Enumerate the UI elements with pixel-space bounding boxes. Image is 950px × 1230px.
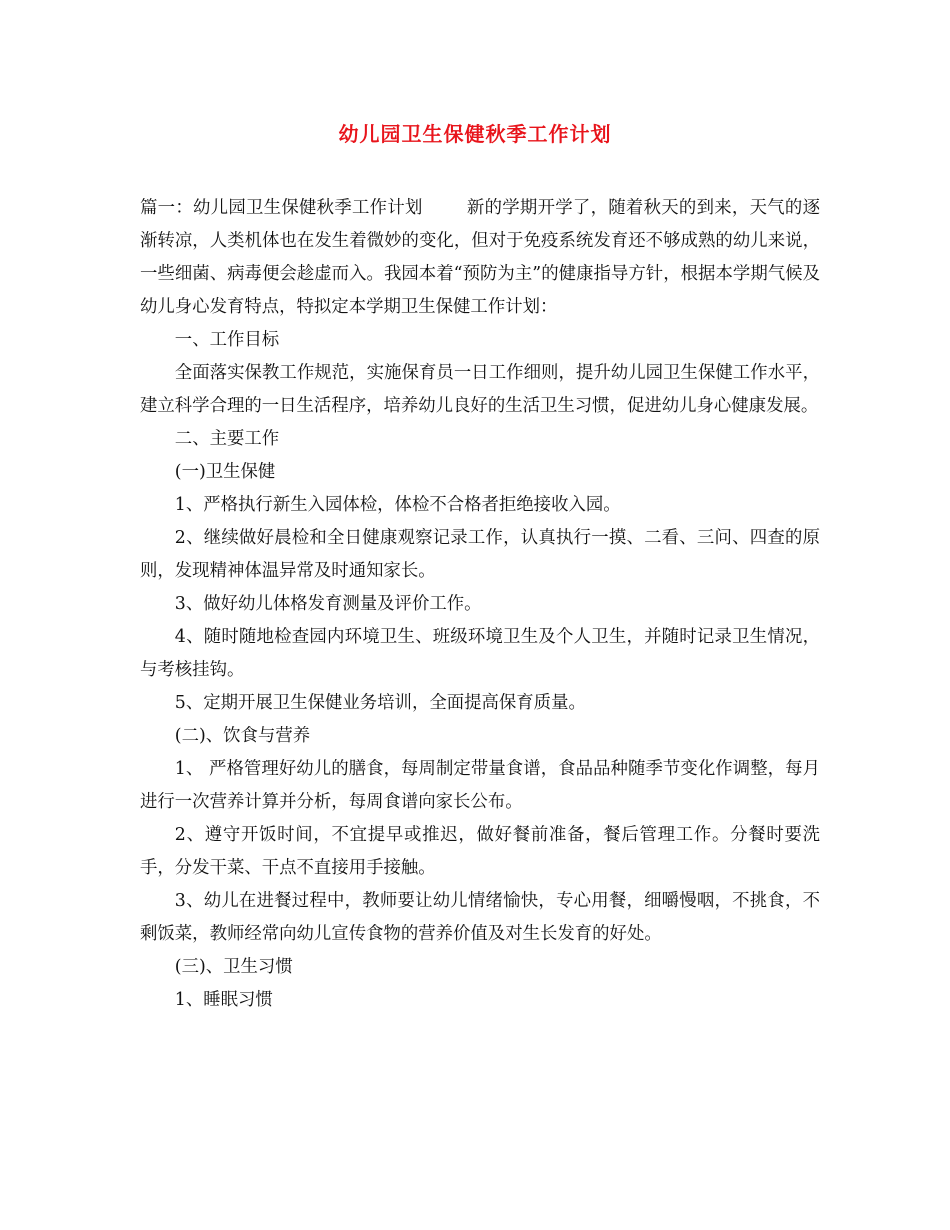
intro-text: 新的学期开学了，随着秋天的到来，天气的逐渐转凉，人类机体也在发生着微妙的变化，但对于免疫系统发育还不够成熟的幼儿来说，一些细菌、病毒便会趁虚而入。我园本着“预防为主”的健康指导方针，根据本学期气候及幼儿身心发育特点，特拟定本学期卫生保健工作计划： [140, 198, 820, 317]
subheading-hygiene: (一)卫生保健 [174, 462, 276, 482]
intro-label: 篇一：幼儿园卫生保健秋季工作计划 [140, 198, 423, 218]
document-title: 幼儿园卫生保健秋季工作计划 [338, 122, 612, 146]
paragraph-goals: 全面落实保教工作规范，实施保育员一日工作细则，提升幼儿园卫生保健工作水平，建立科学合理的一日生活程序，培养幼儿良好的生活卫生习惯，促进幼儿身心健康发展。 [140, 363, 820, 416]
subheading-diet: (二)、饮食与营养 [174, 726, 311, 746]
section-heading-goals: 一、工作目标 [174, 330, 280, 350]
list-item: 2、遵守开饭时间，不宜提早或推迟，做好餐前准备，餐后管理工作。分餐时要洗手，分发干菜、干点不直接用手接触。 [140, 825, 820, 878]
list-item: 2、继续做好晨检和全日健康观察记录工作，认真执行一摸、二看、三问、四查的原则，发现精神体温异常及时通知家长。 [140, 528, 820, 581]
subheading-habits: (三)、卫生习惯 [174, 957, 293, 977]
document-body [140, 192, 820, 1017]
list-item: 3、幼儿在进餐过程中，教师要让幼儿情绪愉快，专心用餐，细嚼慢咽，不挑食，不剩饭菜，教师经常向幼儿宣传食物的营养价值及对生长发育的好处。 [140, 891, 820, 944]
section-heading-main-work: 二、主要工作 [174, 429, 280, 449]
list-item: 1、 严格管理好幼儿的膳食，每周制定带量食谱，食品品种随季节变化作调整，每月进行一次营养计算并分析，每周食谱向家长公布。 [140, 759, 820, 812]
intro-paragraph [140, 192, 820, 324]
list-item: 4、随时随地检查园内环境卫生、班级环境卫生及个人卫生，并随时记录卫生情况，与考核挂钩。 [140, 627, 820, 680]
list-item: 1、睡眠习惯 [174, 990, 273, 1010]
list-item: 5、定期开展卫生保健业务培训，全面提高保育质量。 [174, 693, 586, 713]
list-item: 1、严格执行新生入园体检，体检不合格者拒绝接收入园。 [174, 495, 621, 515]
list-item: 3、做好幼儿体格发育测量及评价工作。 [174, 594, 482, 614]
